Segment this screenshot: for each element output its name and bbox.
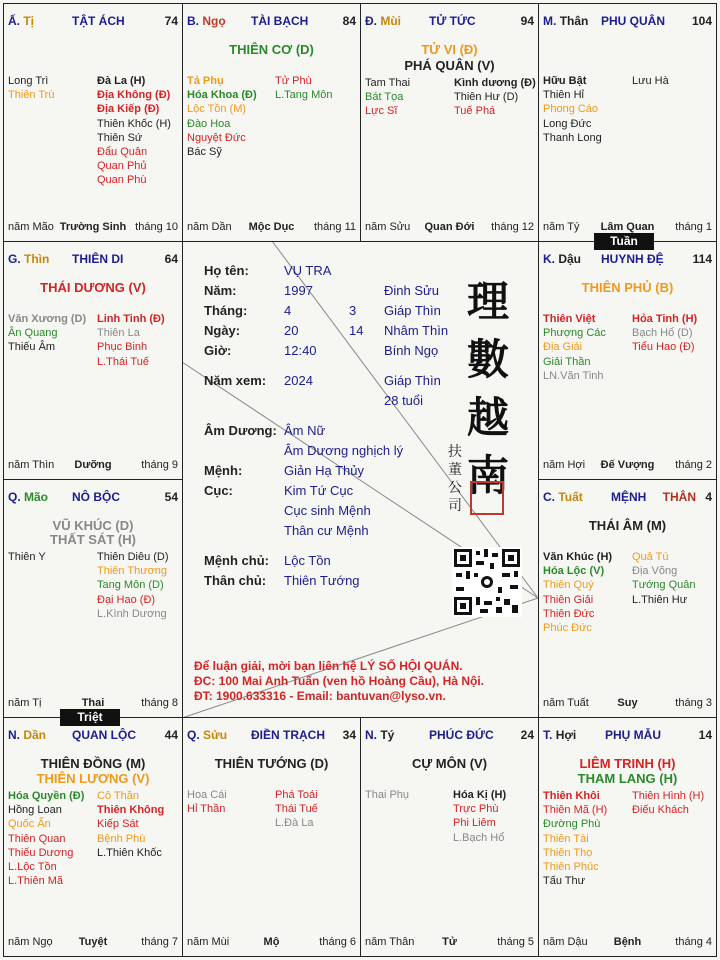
contact-info: Để luận giải, mời bạn liên hệ LÝ SỐ HỘI QUÁN. ĐC: 100 Mai Anh Tuấn (ven hồ Hoàng Cầu), Hà Nội. ĐT: 1900.633316 - Email: bantuvan@lyso.vn. bbox=[194, 659, 485, 703]
palace-ty[interactable]: Ấ. Tị TẬT ÁCH 74 Long Trì Thiên Trù Đà La (H) Địa Không (Đ) Địa Kiếp (Đ) Thiên Khốc (H) Thiên Sứ Đẩu Quân Quan Phủ Quan Phù năm Mão Trường Sinh tháng 10 bbox=[3, 3, 183, 242]
palace-tuat[interactable]: C. Tuất MỆNH THÂN 4 THÁI ÂM (M) Văn Khúc (H) Hóa Lộc (V) Thiên Quý Thiên Giải Thiên Đức Phúc Đức Quả Tú Địa Võng Tướng Quân L.Thiên Hư năm Tuất Suy tháng 3 bbox=[538, 479, 717, 718]
palace-mao[interactable]: Q. Mão NÔ BỘC 54 VŨ KHÚC (D) THẤT SÁT (H) Thiên Y Thiên Diêu (D) Thiên Thương Tang Môn (D) Đại Hao (Đ) L.Kình Dương năm Tị Thai tháng 8 bbox=[3, 479, 183, 718]
center-info: Họ tên: VỤ TRA Năm: 1997 Đinh Sửu Tháng: 4 3 Giáp Thìn Ngày: 20 14 Nhâm Thìn Giờ: 12:40 Bính Ngọ Năm xem: 2024 Giáp Thìn 28 tuổi Âm Dương: Âm Nữ Âm Dương nghịch lý Mệnh: Giản Hạ Thủy Cục: Kim Tứ Cục Cục sinh Mệnh Thân cư Mệnh Mệnh chủ: Lộc Tồn Thân chủ: Thiên Tướng 理數越南 扶董公司 Để luận giải, mời bạn liên hệ LÝ SỐ HỘI QUÁN. ĐC: 100 Mai Anh Tuấn (ven hồ Hoàng Cầu), Hà Nội. ĐT: 1900.633316 - Email: bantuvan@lyso.vn. bbox=[182, 241, 539, 718]
qr-code bbox=[452, 547, 522, 617]
palace-suu[interactable]: Q. Sửu ĐIỀN TRẠCH 34 THIÊN TƯỚNG (D) Hoa Cái Hỉ Thần Phá Toái Thái Tuế L.Đà La năm Mùi Mộ tháng 6 bbox=[182, 717, 361, 957]
palace-ti[interactable]: N. Tý PHÚC ĐỨC 24 CỰ MÔN (V) Thai Phụ Hóa Kị (H) Trực Phù Phi Liêm L.Bạch Hổ năm Thân Tử tháng 5 bbox=[360, 717, 539, 957]
palace-dau[interactable]: K. Dậu HUYNH ĐỆ 114 THIÊN PHỦ (B) Thiên Việt Phượng Các Địa Giải Giải Thần LN.Văn Tinh Hỏa Tinh (H) Bạch Hổ (D) Tiểu Hao (Đ) năm Hợi Đế Vượng tháng 2 bbox=[538, 241, 717, 480]
tuan-tag: Tuần bbox=[594, 233, 654, 250]
brand-calligraphy: 理數越南 bbox=[466, 277, 509, 500]
palace-ngo[interactable]: B. Ngọ TÀI BẠCH 84 THIÊN CƠ (D) Tả Phụ Hóa Khoa (Đ) Lộc Tồn (M) Đào Hoa Nguyệt Đức Bác Sỹ Tử Phù L.Tang Môn năm Dần Mộc Dục tháng 11 bbox=[182, 3, 361, 242]
brand-side-text: 扶董公司 bbox=[448, 444, 462, 514]
palace-mui[interactable]: Đ. Mùi TỬ TỨC 94 TỬ VI (Đ) PHÁ QUÂN (V) Tam Thai Bát Tọa Lực Sĩ Kình dương (Đ) Thiên Hư (D) Tuế Phá năm Sửu Quan Đới tháng 12 bbox=[360, 3, 539, 242]
palace-thin[interactable]: G. Thìn THIÊN DI 64 THÁI DƯƠNG (V) Văn Xương (D) Ân Quang Thiếu Âm Linh Tinh (Đ) Thiên La Phục Binh L.Thái Tuế năm Thìn Dưỡng tháng 9 bbox=[3, 241, 183, 480]
palace-dan[interactable]: N. Dần QUAN LỘC 44 THIÊN ĐỒNG (M) THIÊN LƯƠNG (V) Hóa Quyền (Đ) Hồng Loan Quốc Ấn Thiên Quan Thiếu Dương L.Lộc Tồn L.Thiên Mã Cô Thần Thiên Không Kiếp Sát Bệnh Phù L.Thiên Khốc năm Ngọ Tuyệt tháng 7 bbox=[3, 717, 183, 957]
palace-hoi[interactable]: T. Hợi PHỤ MẪU 14 LIÊM TRINH (H) THAM LANG (H) Thiên Khôi Thiên Mã (H) Đường Phù Thiên Tài Thiên Thọ Thiên Phúc Tấu Thư Thiên Hình (H) Điếu Khách năm Dậu Bệnh tháng 4 bbox=[538, 717, 717, 957]
palace-than[interactable]: M. Thân PHU QUÂN 104 Hữu Bật Thiên Hỉ Phong Cáo Long Đức Thanh Long Lưu Hà năm Tý Lâm Quan tháng 1 bbox=[538, 3, 717, 242]
seal-stamp bbox=[470, 481, 504, 515]
triet-tag: Triệt bbox=[60, 709, 120, 726]
